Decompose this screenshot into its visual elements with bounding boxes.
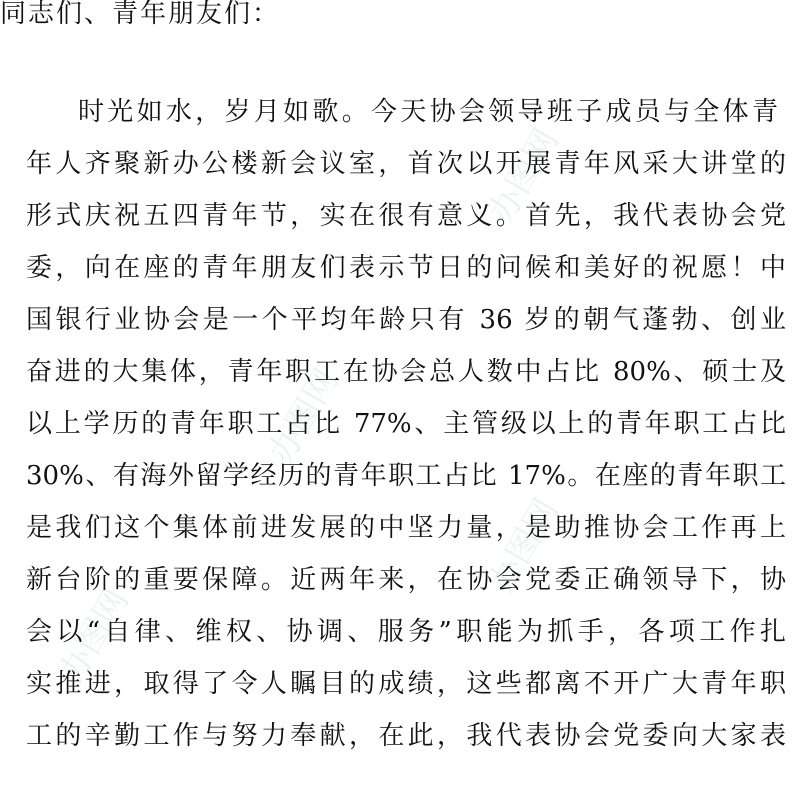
paragraph-line: 是我们这个集体前进发展的中坚力量，是助推协会工作再上 (26, 513, 786, 543)
watermark: 办图网 (51, 582, 137, 691)
paragraph-line: 国银行业协会是一个平均年龄只有 36 岁的朝气蓬勃、创业 (26, 305, 786, 335)
salutation: 同志们、青年朋友们： (0, 0, 281, 29)
paragraph-line: 实推进，取得了令人瞩目的成绩，这些都离不开广大青年职 (26, 669, 786, 699)
watermark: 办图网 (481, 492, 567, 601)
paragraph-line: 工的辛勤工作与努力奉献，在此，我代表协会党委向大家表 (26, 721, 786, 751)
paragraph-line: 委，向在座的青年朋友们表示节日的问候和美好的祝愿！中 (26, 253, 786, 283)
paragraph-line: 会以“自律、维权、协调、服务”职能为抓手，各项工作扎 (26, 617, 786, 647)
paragraph-line: 新台阶的重要保障。近两年来，在协会党委正确领导下，协 (26, 565, 786, 595)
watermark: 办图网 (261, 362, 347, 471)
paragraph-line: 奋进的大集体，青年职工在协会总人数中占比 80%、硕士及 (26, 357, 786, 387)
paragraph-line: 形式庆祝五四青年节，实在很有意义。首先，我代表协会党 (26, 201, 786, 231)
paragraph-line: 以上学历的青年职工占比 77%、主管级以上的青年职工占比 (26, 409, 786, 439)
paragraph-line: 时光如水，岁月如歌。今天协会领导班子成员与全体青 (78, 97, 778, 127)
paragraph-line: 年人齐聚新办公楼新会议室，首次以开展青年风采大讲堂的 (26, 149, 786, 179)
watermark: 办图网 (481, 122, 567, 231)
paragraph-line: 30%、有海外留学经历的青年职工占比 17%。在座的青年职工 (26, 461, 786, 491)
